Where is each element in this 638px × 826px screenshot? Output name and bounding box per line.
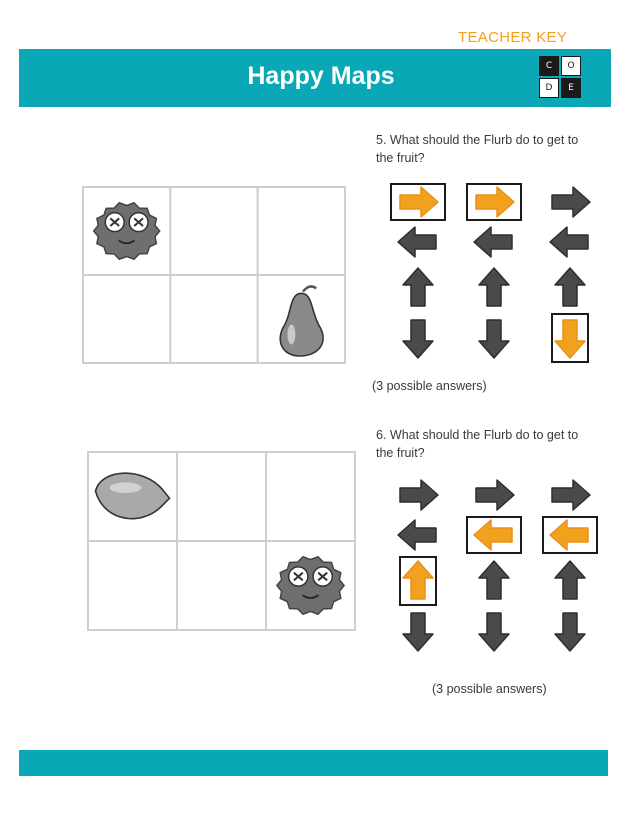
arrow-right bbox=[400, 480, 438, 510]
arrow-right-icon bbox=[552, 187, 590, 217]
logo-letter-e: E bbox=[561, 78, 581, 98]
arrow-down-icon bbox=[403, 320, 433, 358]
map-cell bbox=[83, 275, 170, 363]
arrow-up-icon bbox=[555, 561, 585, 599]
arrow-down bbox=[403, 613, 433, 651]
question-6-line-2: the fruit? bbox=[376, 446, 425, 460]
arrow-up-icon bbox=[403, 268, 433, 306]
arrow-down-icon bbox=[555, 613, 585, 651]
arrow-choices-6 bbox=[385, 473, 600, 659]
arrow-down-selected bbox=[552, 314, 588, 362]
arrow-up bbox=[555, 561, 585, 599]
logo-letter-o: O bbox=[561, 56, 581, 76]
arrow-left-selected bbox=[543, 517, 597, 553]
arrow-up bbox=[479, 268, 509, 306]
arrow-left bbox=[398, 227, 436, 257]
page-title: Happy Maps bbox=[247, 62, 395, 90]
answer-note-5: (3 possible answers) bbox=[372, 379, 487, 393]
arrow-down bbox=[555, 613, 585, 651]
arrow-left bbox=[474, 227, 512, 257]
arrow-down bbox=[479, 613, 509, 651]
arrow-down bbox=[479, 320, 509, 358]
question-5-line-2: the fruit? bbox=[376, 151, 425, 165]
map-grid-5 bbox=[82, 186, 346, 364]
teacher-key-label: TEACHER KEY bbox=[458, 29, 568, 46]
arrow-left-selected bbox=[467, 517, 521, 553]
arrow-right bbox=[552, 187, 590, 217]
arrow-right-icon bbox=[476, 480, 514, 510]
question-6-line-1: 6. What should the Flurb do to get to bbox=[376, 428, 579, 442]
arrow-up bbox=[403, 268, 433, 306]
map-grid-6 bbox=[87, 451, 356, 631]
arrow-down-icon bbox=[479, 613, 509, 651]
arrow-left-icon bbox=[398, 520, 436, 550]
arrow-up-icon bbox=[479, 268, 509, 306]
arrow-right bbox=[552, 480, 590, 510]
answer-note-6: (3 possible answers) bbox=[432, 682, 547, 696]
arrow-left-icon bbox=[550, 227, 588, 257]
arrow-up-icon bbox=[555, 268, 585, 306]
arrow-down-icon bbox=[403, 613, 433, 651]
map-cell bbox=[177, 541, 266, 630]
arrow-down bbox=[403, 320, 433, 358]
arrow-left-icon bbox=[474, 227, 512, 257]
logo-letter-d: D bbox=[539, 78, 559, 98]
map-cell bbox=[258, 187, 345, 275]
map-cell bbox=[88, 541, 177, 630]
arrow-right-selected bbox=[467, 184, 521, 220]
question-5-line-1: 5. What should the Flurb do to get to bbox=[376, 133, 579, 147]
arrow-left bbox=[398, 520, 436, 550]
map-cell bbox=[177, 452, 266, 541]
question-6 bbox=[376, 426, 606, 462]
arrow-up-icon bbox=[479, 561, 509, 599]
arrow-down-icon bbox=[479, 320, 509, 358]
footer-banner bbox=[19, 750, 608, 776]
arrow-up bbox=[555, 268, 585, 306]
question-5 bbox=[376, 131, 606, 167]
arrow-choices-5 bbox=[385, 180, 600, 366]
arrow-right bbox=[476, 480, 514, 510]
header-banner bbox=[19, 49, 611, 107]
arrow-up bbox=[479, 561, 509, 599]
map-cell bbox=[266, 452, 355, 541]
arrow-left bbox=[550, 227, 588, 257]
logo-letter-c: C bbox=[539, 56, 559, 76]
arrow-right-icon bbox=[400, 480, 438, 510]
code-logo bbox=[539, 56, 581, 98]
arrow-right-icon bbox=[552, 480, 590, 510]
map-cell bbox=[170, 275, 257, 363]
map-cell bbox=[170, 187, 257, 275]
arrow-left-icon bbox=[398, 227, 436, 257]
arrow-right-selected bbox=[391, 184, 445, 220]
arrow-up-selected bbox=[400, 557, 436, 605]
